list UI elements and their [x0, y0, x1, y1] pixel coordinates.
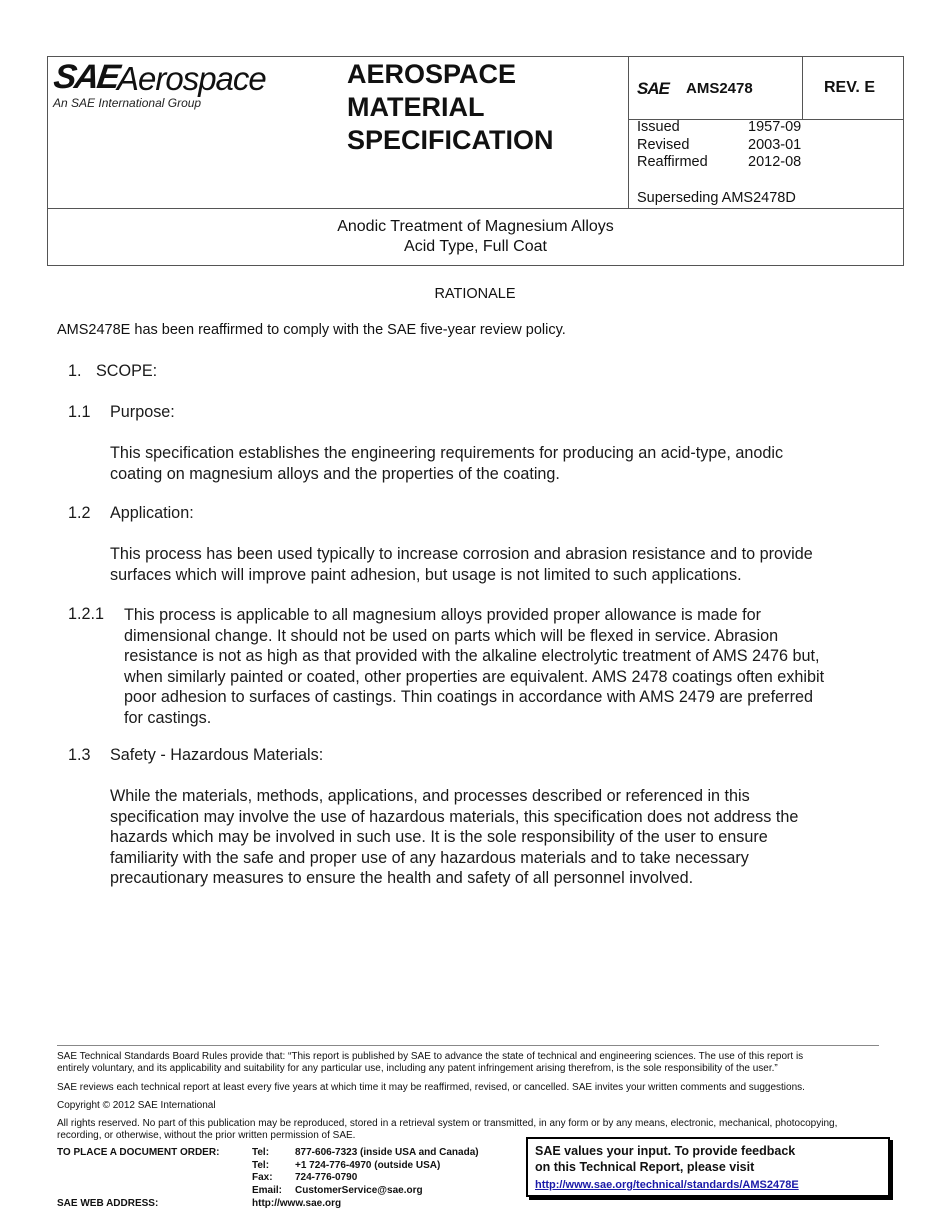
- body-line: surfaces which will improve paint adhesion, but usage is not limited to such applications.: [110, 565, 742, 584]
- body-line: dimensional change. It should not be used on parts which will be flexed in service. Abrasion: [124, 626, 779, 645]
- supersedes-note: Superseding AMS2478D: [637, 190, 796, 206]
- section-body: [110, 544, 813, 585]
- body-line: resistance is not as high as that provided with the alkaline electrolytic treatment of AMS 2476 but,: [124, 647, 820, 665]
- feedback-link[interactable]: http://www.sae.org/technical/standards/AMS2478E: [535, 1179, 799, 1191]
- body-line: precautionary measures to ensure the health and safety of all personnel involved.: [110, 869, 694, 887]
- feedback-box: [526, 1137, 890, 1197]
- logo-tagline: An SAE International Group: [53, 96, 202, 110]
- contact-label: Tel:: [252, 1159, 270, 1171]
- body-line: familiarity with the safe and proper use of any hazardous materials and to take necessary: [110, 848, 749, 867]
- contact-row: [252, 1172, 479, 1185]
- title-line-1: Anodic Treatment of Magnesium Alloys: [337, 218, 614, 235]
- body-line: coating on magnesium alloys and the properties of the coating.: [110, 464, 560, 483]
- date-row: [637, 137, 801, 155]
- contact-list: [252, 1147, 479, 1197]
- document-title: [47, 217, 904, 257]
- footer-line: All rights reserved. No part of this publication may be reproduced, stored in a retrieval system or transmitted, in any form or by any means, electronic, mechanical, photocopying,: [57, 1118, 838, 1129]
- body-line: poor adhesion to surfaces of castings. Thin coatings in accordance with AMS 2479 are preferred: [124, 688, 813, 706]
- body-line: This specification establishes the engineering requirements for producing an acid-type, anodic: [110, 444, 784, 462]
- date-label: Reaffirmed: [637, 154, 708, 170]
- footer-copyright: Copyright © 2012 SAE International: [57, 1100, 216, 1111]
- body-line: This process has been used typically to increase corrosion and abrasion resistance and to provide: [110, 545, 813, 563]
- section-number: 1.: [68, 362, 82, 380]
- date-row: [637, 154, 801, 172]
- rationale-text: AMS2478E has been reaffirmed to comply with the SAE five-year review policy.: [57, 322, 566, 338]
- feedback-text: SAE values your input. To provide feedback: [535, 1144, 796, 1158]
- section-body: [110, 786, 798, 889]
- section-title: Safety - Hazardous Materials:: [110, 746, 324, 764]
- section-number: 1.2.1: [68, 605, 105, 623]
- section-number: 1.2: [68, 504, 91, 522]
- document-number: AMS2478: [686, 80, 753, 97]
- section-body: [124, 605, 824, 728]
- section-title: Application:: [110, 504, 194, 522]
- feedback-text: on this Technical Report, please visit: [535, 1160, 755, 1174]
- web-address-link[interactable]: http://www.sae.org: [252, 1198, 342, 1209]
- web-label: SAE WEB ADDRESS:: [57, 1198, 159, 1209]
- section-title: Purpose:: [110, 403, 175, 421]
- contact-value: +1 724-776-4970 (outside USA): [295, 1159, 441, 1171]
- body-line: for castings.: [124, 708, 212, 727]
- footer-line: recording, or otherwise, without the prior written permission of SAE.: [57, 1130, 356, 1141]
- body-line: hazards which may be involved in such use. It is the sole responsibility of the user to ensure: [110, 828, 768, 846]
- date-value: 1957-09: [748, 119, 802, 135]
- date-block: [637, 119, 801, 172]
- body-line: when similarly painted or coated, other properties are equivalent. AMS 2478 coatings often exhibit: [124, 667, 825, 686]
- date-value: 2003-01: [748, 136, 802, 153]
- date-row: [637, 119, 801, 137]
- sae-small-logo: SAE: [637, 79, 669, 98]
- spec-title-line: MATERIAL: [347, 92, 485, 122]
- contact-label: Email:: [252, 1184, 283, 1196]
- spec-title-line: SPECIFICATION: [347, 125, 554, 155]
- spec-title-line: AEROSPACE: [347, 59, 517, 89]
- contact-label: Fax:: [252, 1172, 273, 1183]
- date-label: Revised: [637, 136, 690, 153]
- date-label: Issued: [637, 119, 680, 135]
- contact-row: [252, 1160, 479, 1173]
- footer-divider: [57, 1045, 879, 1046]
- section-body: [110, 443, 783, 484]
- section-title: SCOPE:: [96, 362, 158, 380]
- revision-label: REV. E: [824, 79, 875, 96]
- spec-type-title: [347, 58, 617, 157]
- footer-line: entirely voluntary, and its applicability and suitability for any particular use, including any patent infringement arising therefrom, is the sole responsibility of the user.”: [57, 1063, 778, 1074]
- footer-rules: [57, 1051, 897, 1075]
- section-number: 1.3: [68, 746, 91, 764]
- contact-label: Tel:: [252, 1147, 270, 1158]
- contact-email[interactable]: CustomerService@sae.org: [295, 1184, 423, 1196]
- contact-row: [252, 1185, 479, 1198]
- contact-row: [252, 1147, 479, 1160]
- footer-line: SAE Technical Standards Board Rules provide that: “This report is published by SAE to advance the state of technical and engineering sciences. The use of this report is: [57, 1051, 804, 1062]
- title-line-2: Acid Type, Full Coat: [404, 238, 547, 255]
- section-number: 1.1: [68, 403, 91, 421]
- body-line: This process is applicable to all magnesium alloys provided proper allowance is made for: [124, 606, 762, 624]
- contact-value: 877-606-7323 (inside USA and Canada): [295, 1147, 479, 1158]
- sae-logo-mark: SAE: [51, 58, 121, 96]
- body-line: specification may involve the use of hazardous materials, this specification does not address the: [110, 807, 799, 826]
- contact-value: 724-776-0790: [295, 1172, 358, 1183]
- footer-review: SAE reviews each technical report at least every five years at which time it may be reaffirmed, revised, or cancelled. SAE invites your written comments and suggestions.: [57, 1082, 805, 1093]
- date-value: 2012-08: [748, 154, 802, 170]
- aerospace-logo-text: Aerospace: [117, 60, 266, 97]
- body-line: While the materials, methods, applications, and processes described or referenced in this: [110, 787, 750, 805]
- order-label: TO PLACE A DOCUMENT ORDER:: [57, 1147, 220, 1158]
- rationale-heading: RATIONALE: [434, 286, 516, 302]
